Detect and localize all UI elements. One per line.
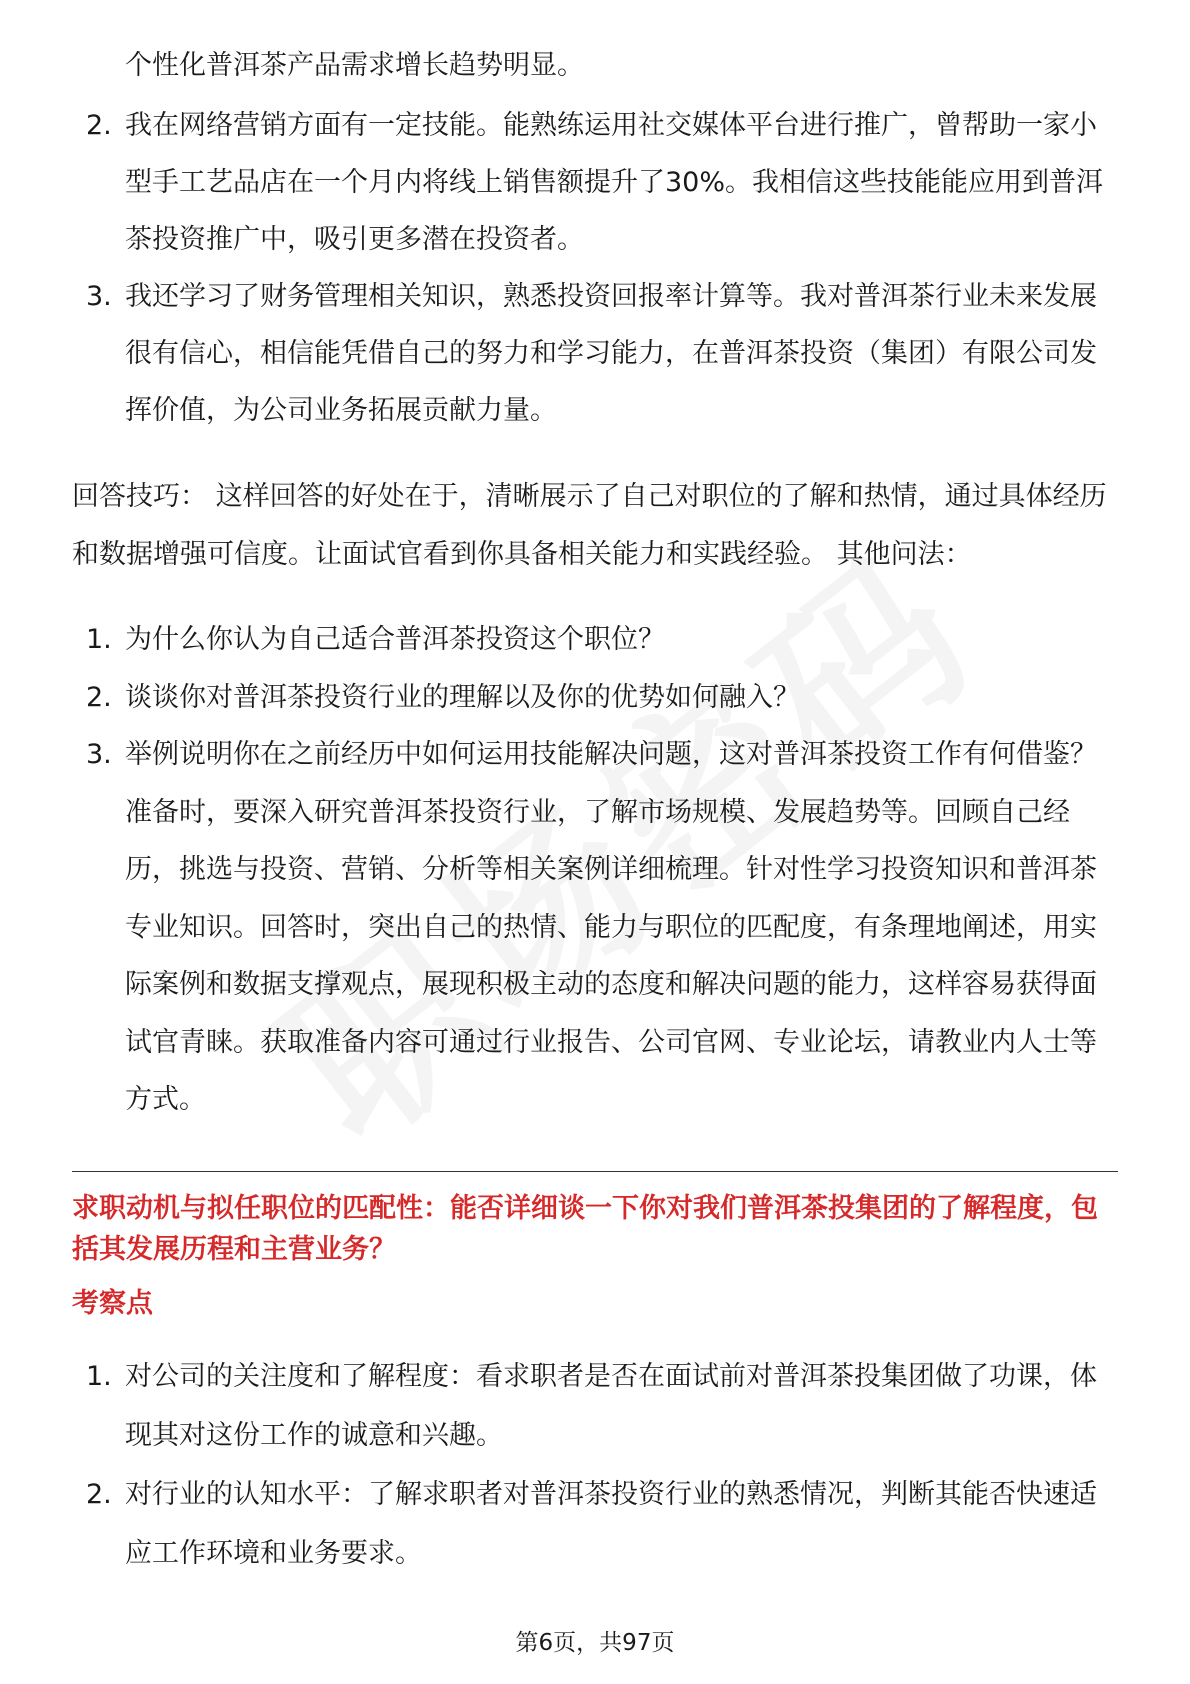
list-item: 2. 我在网络营销方面有一定技能。能熟练运用社交媒体平台进行推广，曾帮助一家小型手工艺品店在一个月内将线上销售额提升了30%。我相信这些技能能应用到普洱茶投资推广中，吸引更多潜在投资者。 — [86, 110, 1104, 255]
assessment-points-list — [72, 1347, 1118, 1583]
list-item: 3. 我还学习了财务管理相关知识，熟悉投资回报率计算等。我对普洱茶行业未来发展很有信心，相信能凭借自己的努力和学习能力，在普洱茶投资（集团）有限公司发挥价值，为公司业务拓展贡献力量。 — [86, 281, 1097, 426]
alternative-questions-list — [72, 611, 1118, 1129]
continuation-text: 个性化普洱茶产品需求增长趋势明显。 — [125, 50, 584, 81]
section-divider — [72, 1171, 1118, 1172]
list-item: 1. 为什么你认为自己适合普洱茶投资这个职位？ — [86, 624, 665, 655]
list-item: 2. 谈谈你对普洱茶投资行业的理解以及你的优势如何融入？ — [86, 681, 800, 713]
document-body — [72, 36, 1118, 1583]
list-item: 1. 对公司的关注度和了解程度：看求职者是否在面试前对普洱茶投集团做了功课，体现其对这份工作的诚意和兴趣。 — [86, 1360, 1097, 1451]
answer-list — [72, 97, 1118, 439]
question-heading: 求职动机与拟任职位的匹配性：能否详细谈一下你对我们普洱茶投集团的了解程度，包括其发展历程和主营业务？ — [72, 1192, 1098, 1265]
page-footer: 第6页，共97页 — [515, 1630, 675, 1656]
answer-tip: 回答技巧： 这样回答的好处在于，清晰展示了自己对职位的了解和热情，通过具体经历和数据增强可信度。让面试官看到你具备相关能力和实践经验。 其他问法： — [72, 481, 1107, 570]
list-item: 3. 举例说明你在之前经历中如何运用技能解决问题，这对普洱茶投资工作有何借鉴？ 准备时，要深入研究普洱茶投资行业，了解市场规模、发展趋势等。回顾自己经历，挑选与投资、营销、分析等相关案例详细梳理。针对性学习投资知识和普洱茶专业知识。回答时，突出自己的热情、能力与职位的匹配度，有条理地阐述，用实际案例和数据支撑观点，展现积极主动的态度和解决问题的能力，这样容易获得面试官青睐。获取准备内容可通过行业报告、公司官网、专业论坛，请教业内人士等方式。 — [86, 739, 1097, 1115]
list-item: 2. 对行业的认知水平：了解求职者对普洱茶投资行业的熟悉情况，判断其能否快速适应工作环境和业务要求。 — [86, 1478, 1097, 1569]
section-label: 考察点 — [72, 1287, 153, 1319]
